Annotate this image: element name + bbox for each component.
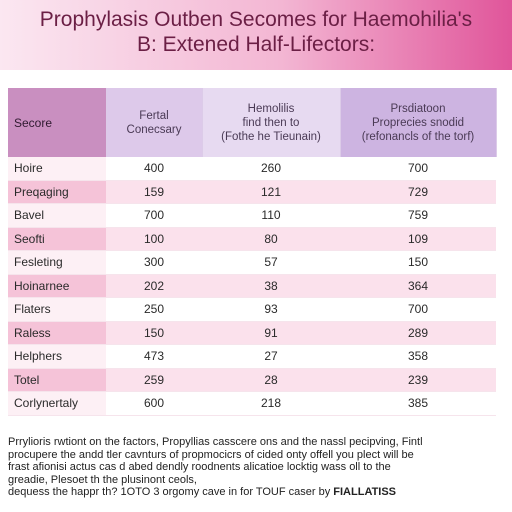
table-cell: 109 xyxy=(340,227,496,251)
table-cell: 100 xyxy=(106,227,202,251)
table-cell: 759 xyxy=(340,204,496,228)
table-cell: 80 xyxy=(202,227,340,251)
table-row xyxy=(8,321,496,345)
data-table xyxy=(8,88,497,416)
table-cell: 400 xyxy=(106,157,202,180)
table-cell: 700 xyxy=(340,157,496,180)
footnote-line: greadie, Plesoet th the plusinont ceols, xyxy=(8,473,197,486)
table-cell: 473 xyxy=(106,345,202,369)
page-title-line-1: Prophylasis Outben Secomes for Haemohilia's xyxy=(39,8,473,31)
table-cell: 259 xyxy=(106,368,202,392)
row-label: Flaters xyxy=(8,298,106,322)
footnote-paragraph xyxy=(8,436,504,499)
column-header-prsdiatoon xyxy=(340,88,496,157)
table-cell: 159 xyxy=(106,180,202,204)
table-cell: 57 xyxy=(202,251,340,275)
footnote-line: frast afionisi actus cas d abed dendly roodnents alicatioe locktig wass oll to the xyxy=(8,461,391,473)
row-label: Totel xyxy=(8,368,106,392)
brand-name: FIALLATISS xyxy=(333,486,397,498)
row-label: Corlynertaly xyxy=(8,392,106,416)
row-label: Seofti xyxy=(8,227,106,251)
table-cell: 38 xyxy=(202,274,340,298)
table-cell: 150 xyxy=(106,321,202,345)
column-header-text: Secore xyxy=(14,115,53,130)
table-cell: 289 xyxy=(340,321,496,345)
column-header-text: Fertal xyxy=(139,109,169,122)
footnote-text: dequess the happr th? 1OTO 3 orgomy cave in for TOUF caser by xyxy=(8,486,331,498)
table-cell: 260 xyxy=(202,157,340,180)
data-table-container xyxy=(8,88,496,416)
table-cell: 300 xyxy=(106,251,202,275)
footnote-line: Prrylioris rwtiont on the factors, Propyllias casscere ons and the nassl pecipving, Fintl xyxy=(8,436,423,448)
table-body xyxy=(8,157,496,415)
footnote-line-last xyxy=(8,486,504,499)
table-cell: 218 xyxy=(202,392,340,416)
table-cell: 93 xyxy=(202,298,340,322)
row-label: Raless xyxy=(8,321,106,345)
title-banner xyxy=(0,0,512,70)
column-header-hemolilis xyxy=(202,88,340,157)
row-label: Bavel xyxy=(8,204,106,228)
table-row xyxy=(8,227,496,251)
page-title-line-2: B: Extened Half-Lifectors: xyxy=(136,33,376,56)
table-cell: 358 xyxy=(340,345,496,369)
table-row xyxy=(8,274,496,298)
column-header-text: Hemolilis xyxy=(247,102,295,115)
row-label: Helphers xyxy=(8,345,106,369)
table-cell: 91 xyxy=(202,321,340,345)
table-cell: 28 xyxy=(202,368,340,392)
table-cell: 150 xyxy=(340,251,496,275)
table-cell: 700 xyxy=(340,298,496,322)
row-label: Fesleting xyxy=(8,251,106,275)
table-cell: 27 xyxy=(202,345,340,369)
row-label: Hoire xyxy=(8,157,106,180)
table-row xyxy=(8,298,496,322)
column-header-fertal xyxy=(106,88,202,157)
table-cell: 239 xyxy=(340,368,496,392)
footnote-line: procupere the andd tler cavnturs of propmocicrs of cided onty offell you plect will be xyxy=(8,448,414,461)
table-row xyxy=(8,157,496,180)
row-label: Preqaging xyxy=(8,180,106,204)
table-cell: 385 xyxy=(340,392,496,416)
column-header-secore xyxy=(8,88,106,157)
column-header-text: Prsdiatoon xyxy=(390,102,446,115)
column-header-text: (Fothe he Tieunain) xyxy=(221,130,321,143)
table-header xyxy=(8,88,496,157)
table-cell: 364 xyxy=(340,274,496,298)
table-row xyxy=(8,251,496,275)
table-row xyxy=(8,345,496,369)
table-cell: 600 xyxy=(106,392,202,416)
column-header-text: find then to xyxy=(242,116,300,129)
table-row xyxy=(8,180,496,204)
column-header-text: Conecsary xyxy=(126,123,182,136)
table-row xyxy=(8,368,496,392)
table-cell: 250 xyxy=(106,298,202,322)
table-cell: 110 xyxy=(202,204,340,228)
table-cell: 121 xyxy=(202,180,340,204)
table-row xyxy=(8,204,496,228)
table-cell: 202 xyxy=(106,274,202,298)
row-label: Hoinarnee xyxy=(8,274,106,298)
table-row xyxy=(8,392,496,416)
table-cell: 700 xyxy=(106,204,202,228)
table-cell: 729 xyxy=(340,180,496,204)
column-header-text: Proprecies snodid xyxy=(371,116,465,129)
column-header-text: (refonancls of the torf) xyxy=(361,130,475,143)
